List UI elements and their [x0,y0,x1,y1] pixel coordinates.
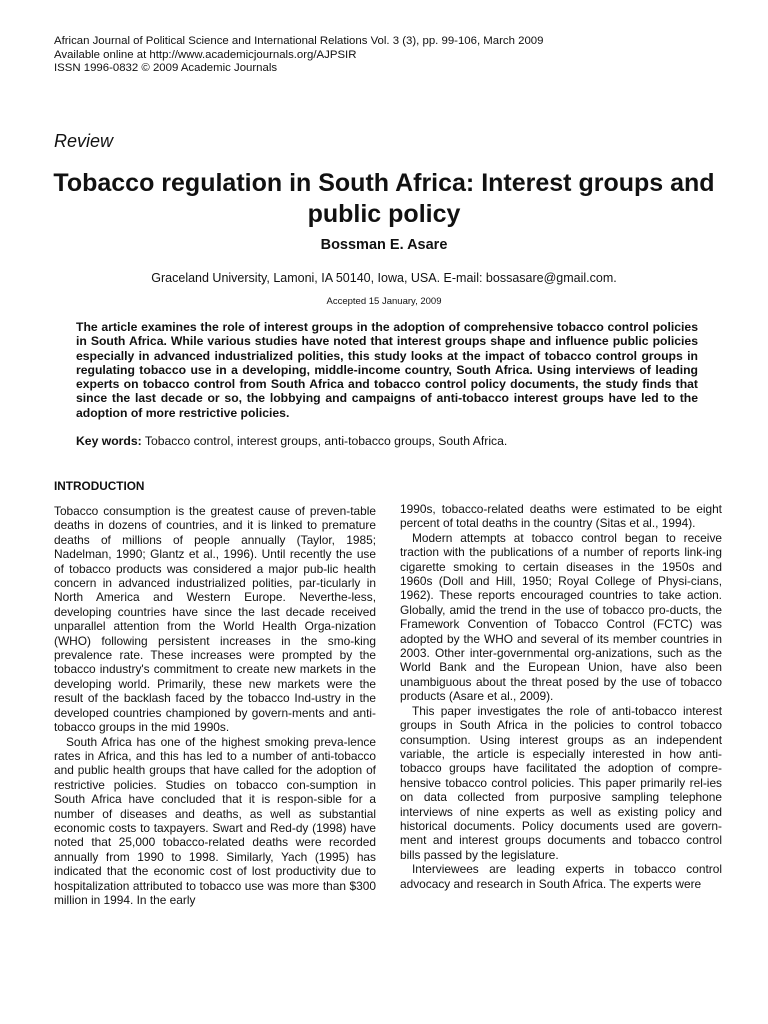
keywords-label: Key words: [76,434,142,448]
keywords [76,434,698,448]
left-column [54,504,376,907]
journal-header [54,35,543,76]
accepted-date: Accepted 15 January, 2009 [326,296,442,307]
issn-line: ISSN 1996-0832 © 2009 Academic Journals [54,62,278,75]
abstract: The article examines the role of interest groups in the adoption of comprehensive tobacco control policies in South Africa. While various studies have noted that interest groups shape and influence public policies especially in advanced industrialized polities, this study looks at the impact of tobacco control groups in regulating tobacco use in a developing, middle-income country, South Africa. Using interviews of leading experts on tobacco control from South Africa and tobacco control policy documents, the study finds that since the last decade or so, the lobbying and campaigns of anti-tobacco interest groups have led to the adoption of more restrictive policies. [76,320,698,420]
keywords-text: Tobacco control, interest groups, anti-tobacco groups, South Africa. [144,434,508,448]
article-title: Tobacco regulation in South Africa: Interest groups and public policy [53,169,715,228]
body-paragraph: Modern attempts at tobacco control began to receive traction with the publications of a number of reports link-ing cigarette smoking to certain diseases in the 1950s and 1960s (Doll and Hill, 1950; Royal College of Physi-cians, 1962). These reports encouraged countries to take action. Globally, amid the trend in the use of tobacco pro-ducts, the Framework Convention of Tobacco Control (FCTC) was adopted by the WHO and several of its member countries in 2003. Other inter-governmental org-anizations, such as the World Bank and the European Union, have also been unambiguous about the threat posed by the use of tobacco products (Asare et al., 2009). [400,530,722,704]
journal-citation: African Journal of Political Science and International Relations Vol. 3 (3), pp. 99-106, March 2009 [54,35,544,47]
body-paragraph: Interviewees are leading experts in tobacco control advocacy and research in South Africa. The experts were [400,862,722,891]
body-paragraph: South Africa has one of the highest smoking preva-lence rates in Africa, and this has led to a number of anti-tobacco and public health groups that have called for the adoption of restrictive policies. Studies on tobacco con-sumption in South Africa have concluded that it is respon-sible for a number of diseases and deaths, as well as substantial economic costs to taxpayers. Swart and Red-dy (1998) have noted that 25,000 tobacco-related deaths were recorded annually from 1990 to 1998. Similarly, Yach (1995) has indicated that the economic cost of lost productivity due to hospitalization attributed to tobacco use was more than $300 million in 1994. In the early [54,734,376,907]
author-affiliation: Graceland University, Lamoni, IA 50140, Iowa, USA. E-mail: bossasare@gmail.com. [151,271,617,285]
section-label: Review [54,131,114,151]
body-paragraph-continuation: 1990s, tobacco-related deaths were estimated to be eight percent of total deaths in the country (Sitas et al., 1994). [400,502,722,531]
right-column [400,502,722,891]
body-paragraph: This paper investigates the role of anti-tobacco interest groups in South Africa in the policies to control tobacco consumption. Using interest groups as an independent variable, the article is especially interested in how anti-tobacco groups have facilitated the adoption of compre-hensive tobacco control policies. This paper primarily rel-ies on data collected from purposive sampling telephone interviews of nine experts as well as existing policy and historical documents. Policy documents used are govern-ment and interest groups documents and tobacco control bills passed by the legislature. [400,703,722,862]
introduction-heading: INTRODUCTION [54,479,145,493]
author-name: Bossman E. Asare [320,237,448,253]
online-availability: Available online at http://www.academicjournals.org/AJPSIR [54,48,357,61]
body-paragraph: Tobacco consumption is the greatest cause of preven-table deaths in dozens of countries, and it is linked to premature deaths of millions of people annually (Taylor, 1985; Nadelman, 1990; Glantz et al., 1996). Until recently the use of tobacco products was considered a major pub-lic health concern in advanced industrialized polities, par-ticularly in North America and Western Europe. Neverthe-less, developing countries have since the last decade received unparallel attention from the World Health Orga-nization (WHO) following persistent increases in the smo-king prevalence rate. These increases were prompted by the tobacco industry's commitment to create new markets in the developing world. Primarily, these new markets were the result of the backlash faced by the tobacco Ind-ustry in the developed countries championed by govern-ments and anti-tobacco groups in the mid 1990s. [54,504,376,735]
